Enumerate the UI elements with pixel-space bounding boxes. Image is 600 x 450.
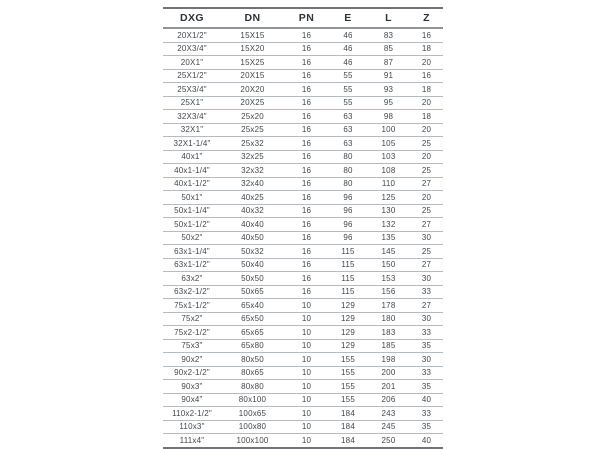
table-row <box>163 434 443 448</box>
table-cell: 98 <box>367 110 410 124</box>
table-cell: 110 <box>367 177 410 191</box>
table-cell: 40x1" <box>163 150 221 164</box>
header-row <box>163 8 443 28</box>
table-cell: 10 <box>284 380 329 394</box>
table-cell: 40x25 <box>221 191 284 205</box>
column-header-pn: PN <box>284 8 329 28</box>
table-cell: 50x50 <box>221 272 284 286</box>
table-cell: 153 <box>367 272 410 286</box>
column-header-l: L <box>367 8 410 28</box>
table-cell: 32x32 <box>221 164 284 178</box>
table-row <box>163 380 443 394</box>
table-cell: 75x2" <box>163 312 221 326</box>
table-row <box>163 123 443 137</box>
table-cell: 18 <box>410 110 443 124</box>
table-cell: 20X25 <box>221 96 284 110</box>
table-cell: 46 <box>329 28 367 42</box>
table-cell: 132 <box>367 218 410 232</box>
table-cell: 40x1-1/4" <box>163 164 221 178</box>
table-cell: 65x50 <box>221 312 284 326</box>
table-cell: 80 <box>329 150 367 164</box>
table-cell: 25 <box>410 204 443 218</box>
table-cell: 100x80 <box>221 420 284 434</box>
table-cell: 16 <box>284 258 329 272</box>
table-cell: 20X20 <box>221 83 284 97</box>
table-cell: 30 <box>410 353 443 367</box>
table-cell: 25 <box>410 137 443 151</box>
table-cell: 10 <box>284 420 329 434</box>
table-cell: 50x1-1/2" <box>163 218 221 232</box>
table-cell: 25X1/2" <box>163 69 221 83</box>
table-cell: 25x25 <box>221 123 284 137</box>
table-cell: 16 <box>284 137 329 151</box>
table-cell: 80x65 <box>221 366 284 380</box>
table-cell: 30 <box>410 312 443 326</box>
table-cell: 115 <box>329 245 367 259</box>
table-row <box>163 258 443 272</box>
table-row <box>163 353 443 367</box>
table-cell: 80x100 <box>221 393 284 407</box>
table-cell: 50x32 <box>221 245 284 259</box>
table-cell: 55 <box>329 96 367 110</box>
table-cell: 16 <box>284 177 329 191</box>
table-cell: 156 <box>367 285 410 299</box>
table-cell: 50x1-1/4" <box>163 204 221 218</box>
table-cell: 16 <box>284 218 329 232</box>
fitting-dimension-spec-table <box>163 7 443 449</box>
table-cell: 40 <box>410 434 443 448</box>
table-cell: 50x40 <box>221 258 284 272</box>
table-row <box>163 231 443 245</box>
table-cell: 46 <box>329 56 367 70</box>
table-cell: 20 <box>410 150 443 164</box>
table-cell: 110x3" <box>163 420 221 434</box>
table-cell: 50x65 <box>221 285 284 299</box>
table-body <box>163 28 443 448</box>
table-row <box>163 164 443 178</box>
table-row <box>163 28 443 42</box>
table-cell: 63 <box>329 123 367 137</box>
table-cell: 184 <box>329 407 367 421</box>
table-cell: 25x20 <box>221 110 284 124</box>
column-header-e: E <box>329 8 367 28</box>
table-cell: 16 <box>284 96 329 110</box>
table-row <box>163 407 443 421</box>
table-cell: 50x2" <box>163 231 221 245</box>
table-cell: 65x80 <box>221 339 284 353</box>
table-cell: 46 <box>329 42 367 56</box>
table-cell: 155 <box>329 366 367 380</box>
table-row <box>163 56 443 70</box>
table-cell: 30 <box>410 272 443 286</box>
table-cell: 110x2-1/2" <box>163 407 221 421</box>
table-cell: 155 <box>329 380 367 394</box>
table-cell: 63x2" <box>163 272 221 286</box>
table-cell: 27 <box>410 218 443 232</box>
table-cell: 184 <box>329 434 367 448</box>
table-row <box>163 110 443 124</box>
table-cell: 40x50 <box>221 231 284 245</box>
table-cell: 10 <box>284 299 329 313</box>
table-row <box>163 42 443 56</box>
table-cell: 91 <box>367 69 410 83</box>
table-cell: 129 <box>329 312 367 326</box>
table-cell: 80 <box>329 164 367 178</box>
table-row <box>163 69 443 83</box>
table-cell: 10 <box>284 366 329 380</box>
table-cell: 32X3/4" <box>163 110 221 124</box>
table-cell: 15X20 <box>221 42 284 56</box>
table-cell: 90x2-1/2" <box>163 366 221 380</box>
table-cell: 96 <box>329 231 367 245</box>
table-cell: 40x32 <box>221 204 284 218</box>
table-row <box>163 285 443 299</box>
table-row <box>163 218 443 232</box>
table-cell: 198 <box>367 353 410 367</box>
table-cell: 20 <box>410 96 443 110</box>
table-cell: 111x4" <box>163 434 221 448</box>
table-cell: 100 <box>367 123 410 137</box>
table-cell: 129 <box>329 299 367 313</box>
column-header-z: Z <box>410 8 443 28</box>
table-cell: 155 <box>329 393 367 407</box>
table-cell: 10 <box>284 393 329 407</box>
table-cell: 63 <box>329 137 367 151</box>
table-cell: 16 <box>410 69 443 83</box>
table-cell: 96 <box>329 204 367 218</box>
table-cell: 40 <box>410 393 443 407</box>
table-row <box>163 339 443 353</box>
table-cell: 20X3/4" <box>163 42 221 56</box>
table-cell: 90x2" <box>163 353 221 367</box>
table-cell: 130 <box>367 204 410 218</box>
table-cell: 100x65 <box>221 407 284 421</box>
table-cell: 55 <box>329 83 367 97</box>
table-cell: 16 <box>284 28 329 42</box>
table-cell: 16 <box>284 231 329 245</box>
table-cell: 183 <box>367 326 410 340</box>
table-cell: 27 <box>410 299 443 313</box>
table-cell: 63x2-1/2" <box>163 285 221 299</box>
table-cell: 25x32 <box>221 137 284 151</box>
table-cell: 184 <box>329 420 367 434</box>
table-row <box>163 393 443 407</box>
table-cell: 108 <box>367 164 410 178</box>
table-cell: 75x2-1/2" <box>163 326 221 340</box>
table-cell: 18 <box>410 42 443 56</box>
table-cell: 32x40 <box>221 177 284 191</box>
table-row <box>163 326 443 340</box>
table-cell: 20X1" <box>163 56 221 70</box>
table-row <box>163 204 443 218</box>
table-row <box>163 150 443 164</box>
table-cell: 35 <box>410 420 443 434</box>
table-cell: 200 <box>367 366 410 380</box>
table-cell: 85 <box>367 42 410 56</box>
table-cell: 20X1/2" <box>163 28 221 42</box>
table-cell: 27 <box>410 258 443 272</box>
table-cell: 16 <box>284 191 329 205</box>
table-cell: 33 <box>410 366 443 380</box>
table-row <box>163 272 443 286</box>
table-cell: 32x25 <box>221 150 284 164</box>
table-cell: 185 <box>367 339 410 353</box>
table-cell: 35 <box>410 339 443 353</box>
table-cell: 155 <box>329 353 367 367</box>
table-cell: 16 <box>284 285 329 299</box>
table-cell: 27 <box>410 177 443 191</box>
table-cell: 18 <box>410 83 443 97</box>
table-cell: 33 <box>410 407 443 421</box>
table-cell: 15X15 <box>221 28 284 42</box>
table-row <box>163 366 443 380</box>
table-cell: 201 <box>367 380 410 394</box>
table-cell: 243 <box>367 407 410 421</box>
table-cell: 40x40 <box>221 218 284 232</box>
table-cell: 178 <box>367 299 410 313</box>
table-row <box>163 245 443 259</box>
table-cell: 20X15 <box>221 69 284 83</box>
table-cell: 65x65 <box>221 326 284 340</box>
table-cell: 129 <box>329 326 367 340</box>
table-cell: 250 <box>367 434 410 448</box>
table-cell: 65x40 <box>221 299 284 313</box>
table-cell: 25 <box>410 245 443 259</box>
table-row <box>163 420 443 434</box>
table-row <box>163 312 443 326</box>
table-row <box>163 83 443 97</box>
table-cell: 115 <box>329 285 367 299</box>
table-cell: 10 <box>284 407 329 421</box>
table-cell: 135 <box>367 231 410 245</box>
table-cell: 63x1-1/4" <box>163 245 221 259</box>
table-cell: 16 <box>410 28 443 42</box>
table-cell: 16 <box>284 272 329 286</box>
table-cell: 32X1-1/4" <box>163 137 221 151</box>
table-cell: 129 <box>329 339 367 353</box>
table-cell: 96 <box>329 218 367 232</box>
table-cell: 145 <box>367 245 410 259</box>
table-cell: 25X1" <box>163 96 221 110</box>
table-cell: 20 <box>410 56 443 70</box>
table-cell: 80x50 <box>221 353 284 367</box>
table-cell: 63x1-1/2" <box>163 258 221 272</box>
table-cell: 16 <box>284 164 329 178</box>
table-cell: 33 <box>410 285 443 299</box>
table-cell: 55 <box>329 69 367 83</box>
table-cell: 105 <box>367 137 410 151</box>
table-cell: 16 <box>284 56 329 70</box>
column-header-dn: DN <box>221 8 284 28</box>
table-row <box>163 191 443 205</box>
table-cell: 245 <box>367 420 410 434</box>
table-row <box>163 299 443 313</box>
table-cell: 33 <box>410 326 443 340</box>
table-cell: 16 <box>284 245 329 259</box>
table-row <box>163 96 443 110</box>
table-cell: 63 <box>329 110 367 124</box>
table-cell: 16 <box>284 110 329 124</box>
table-cell: 10 <box>284 312 329 326</box>
table-cell: 75x3" <box>163 339 221 353</box>
table-cell: 80x80 <box>221 380 284 394</box>
table-cell: 16 <box>284 69 329 83</box>
table-row <box>163 137 443 151</box>
table-cell: 90x4" <box>163 393 221 407</box>
table-cell: 25X3/4" <box>163 83 221 97</box>
table-cell: 103 <box>367 150 410 164</box>
table-cell: 10 <box>284 353 329 367</box>
column-header-dxg: DXG <box>163 8 221 28</box>
table-cell: 180 <box>367 312 410 326</box>
table-cell: 83 <box>367 28 410 42</box>
table-row <box>163 177 443 191</box>
table-cell: 115 <box>329 272 367 286</box>
table-cell: 90x3" <box>163 380 221 394</box>
table-cell: 80 <box>329 177 367 191</box>
table-cell: 206 <box>367 393 410 407</box>
table-cell: 16 <box>284 150 329 164</box>
table-cell: 15X25 <box>221 56 284 70</box>
table-cell: 75x1-1/2" <box>163 299 221 313</box>
table-cell: 20 <box>410 191 443 205</box>
table-cell: 96 <box>329 191 367 205</box>
table-cell: 16 <box>284 42 329 56</box>
table-cell: 35 <box>410 380 443 394</box>
table-cell: 30 <box>410 231 443 245</box>
table-cell: 20 <box>410 123 443 137</box>
table-cell: 10 <box>284 339 329 353</box>
table-cell: 115 <box>329 258 367 272</box>
table-cell: 16 <box>284 204 329 218</box>
table-cell: 40x1-1/2" <box>163 177 221 191</box>
table-cell: 10 <box>284 326 329 340</box>
table-cell: 125 <box>367 191 410 205</box>
table-cell: 95 <box>367 96 410 110</box>
table-cell: 10 <box>284 434 329 448</box>
table-cell: 50x1" <box>163 191 221 205</box>
table-cell: 32X1" <box>163 123 221 137</box>
table-cell: 25 <box>410 164 443 178</box>
table-cell: 16 <box>284 123 329 137</box>
table-cell: 16 <box>284 83 329 97</box>
table-cell: 100x100 <box>221 434 284 448</box>
table-cell: 150 <box>367 258 410 272</box>
table-cell: 87 <box>367 56 410 70</box>
table-cell: 93 <box>367 83 410 97</box>
